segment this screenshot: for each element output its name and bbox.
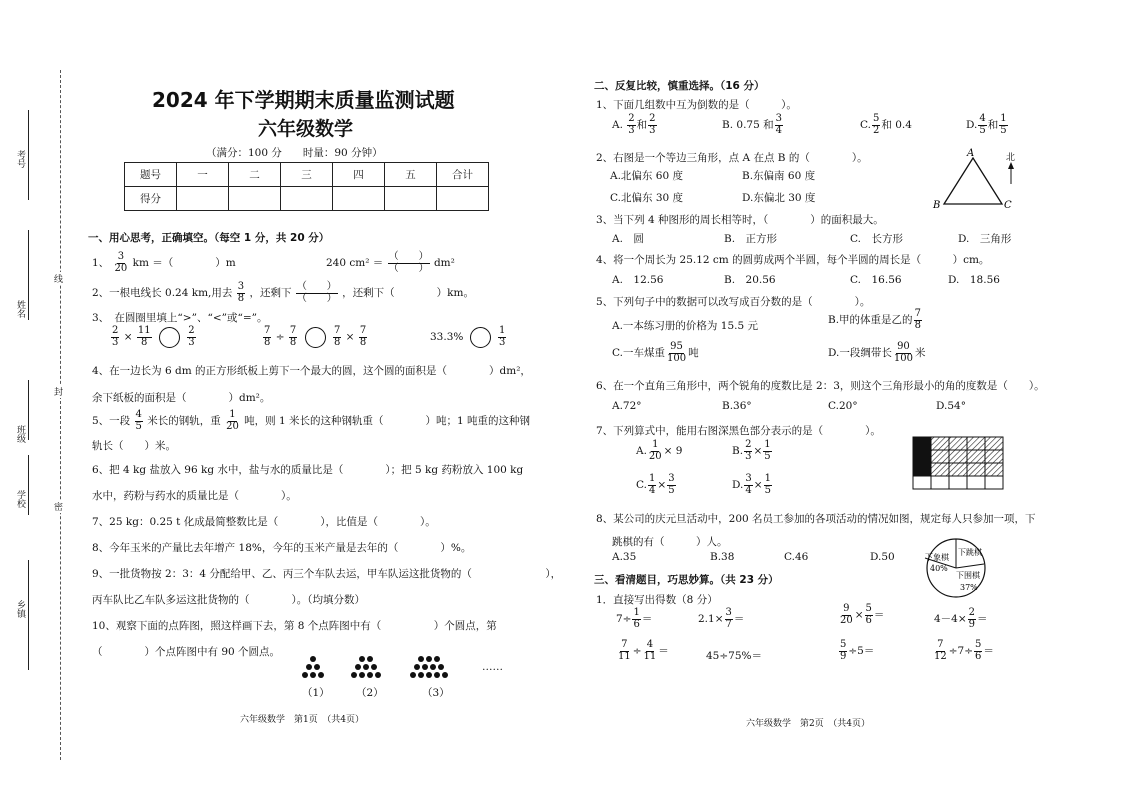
vertex-b: B	[933, 200, 941, 211]
exam-info: （满分：100 分 时量：90 分钟）	[206, 147, 383, 159]
fraction: $\frac{1}{3}$	[499, 325, 506, 348]
pie-pct-xiangqi: 40%	[930, 564, 948, 573]
q-text: 5、一段	[92, 415, 131, 427]
s3-q1-title: 1．直接写出得数（8 分）	[596, 594, 718, 606]
p2-q5-option-b[interactable]: B.甲的体重是乙的 $\frac{7}{8}$	[828, 308, 921, 331]
p1-q10-line2: （ ）个点阵图中有 90 个圆点。	[92, 646, 281, 658]
p2-q1-option-a[interactable]: A. $\frac{2}{3}$ 和 $\frac{2}{3}$	[612, 113, 656, 136]
binding-dashed-line	[60, 70, 61, 760]
p1-q3-compare-1	[110, 326, 197, 348]
score-input-total[interactable]	[437, 187, 489, 211]
operator: ÷	[275, 331, 285, 343]
p2-q6-option-a[interactable]: A.72°	[612, 400, 642, 412]
p1-q4-line1: 4、在一边长为 6 dm 的正方形纸板上剪下一个最大的圆，这个圆的面积是（ ）dm²，	[92, 365, 531, 377]
blank-line	[28, 380, 29, 440]
dot-ellipsis: ……	[482, 661, 503, 673]
p2-q7-option-a[interactable]: A. $\frac{1}{20}$ × 9	[636, 439, 683, 462]
compare-circle[interactable]	[305, 327, 326, 348]
q-number: 1、	[92, 257, 110, 269]
compare-circle[interactable]	[159, 327, 180, 348]
p2-q2-option-a[interactable]: A.北偏东 60 度	[610, 170, 683, 182]
calc-2: 2.1× $\frac{3}{7}$ ＝	[698, 607, 745, 630]
calc-3: $\frac{9}{20}$ × $\frac{5}{6}$ ＝	[840, 603, 885, 626]
p2-q1-option-c[interactable]: C. $\frac{5}{2}$ 和 0.4	[860, 113, 912, 136]
dot-label-3: （3）	[422, 687, 450, 699]
exam-title: 2024 年下学期期末质量监测试题	[152, 88, 455, 112]
operator: ×	[345, 331, 355, 343]
section3-title: 三、看清题目，巧思妙算。（共 23 分）	[594, 574, 779, 586]
fraction: $\frac{3}{20}$	[114, 251, 128, 274]
p1-q3-compare-3	[430, 326, 507, 348]
score-cell: 合计	[437, 163, 489, 187]
fraction: $\frac{11}{8}$	[137, 325, 151, 348]
page2-footer: 六年级数学 第2页 （共4页）	[746, 719, 870, 729]
operator: ×	[123, 331, 133, 343]
blank-line	[28, 230, 29, 320]
p2-q4-text: 4、将一个周长为 25.12 cm 的圆剪成两个半圆，每个半圆的周长是（ ）cm。	[596, 254, 990, 266]
p2-q8-option-d[interactable]: D.50	[870, 551, 895, 563]
p2-q2-option-c[interactable]: C.北偏东 30 度	[610, 192, 684, 204]
p1-q3-text: 3、 在圆圈里填上“>”、“<”或“=”。	[92, 312, 268, 324]
seal-char-secret: 密	[54, 500, 63, 513]
p2-q8-line2: 跳棋的有（ ）人。	[612, 536, 728, 548]
calc-8: $\frac{7}{12}$ ÷7÷ $\frac{5}{6}$ ＝	[934, 639, 994, 662]
pie-label-weiqi: 下围棋	[956, 571, 980, 580]
q-text: 2、一根电线长 0.24 km,用去	[92, 287, 233, 299]
pie-label-xiangqi: 下象棋	[925, 553, 949, 562]
fraction: $\frac{3}{8}$	[237, 281, 245, 304]
p1-q1b	[326, 252, 455, 274]
p2-q5-option-a[interactable]: A.一本练习册的价格为 15.5 元	[612, 320, 758, 332]
section1-title: 一、用心思考，正确填空。（每空 1 分，共 20 分）	[88, 232, 330, 244]
shaded-grid-diagram	[912, 436, 1007, 494]
score-table	[124, 162, 489, 211]
p2-q7-option-b[interactable]: B. $\frac{2}{3}$ × $\frac{1}{5}$	[732, 439, 771, 462]
p2-q7-option-d[interactable]: D. $\frac{3}{4}$ × $\frac{1}{5}$	[732, 473, 771, 496]
vertex-a: A	[967, 148, 975, 159]
score-input-5[interactable]	[385, 187, 437, 211]
score-cell: 三	[281, 163, 333, 187]
dot-label-1: （1）	[302, 687, 330, 699]
p2-q8-line1: 8、某公司的庆元旦活动中，200 名员工参加的各项活动的情况如图，规定每人只参加一项，下	[596, 513, 1036, 525]
calc-1: 7÷ $\frac{1}{6}$ ＝	[616, 607, 653, 630]
p1-q10-line1: 10、观察下面的点阵图，照这样画下去，第 8 个点阵图中有（ ）个圆点，第	[92, 620, 497, 632]
p2-q4-option-d[interactable]: D. 18.56	[948, 274, 1000, 286]
fraction: $\frac{2}{3}$	[112, 325, 119, 348]
blank-line	[28, 560, 29, 670]
p1-q1	[92, 252, 236, 274]
p1-q6-line2: 水中，药粉与药水的质量比是（ ）。	[92, 490, 297, 502]
p2-q8-option-c[interactable]: C.46	[784, 551, 809, 563]
p1-q9-line2: 丙车队比乙车队多运这批货物的（ ）。（均填分数）	[92, 594, 365, 606]
p2-q1-text: 1、下面几组数中互为倒数的是（ ）。	[596, 99, 797, 111]
p2-q6-text: 6、在一个直角三角形中，两个锐角的度数比是 2：3，则这个三角形最小的角的度数是（ ）。	[596, 380, 1045, 392]
score-cell: 五	[385, 163, 437, 187]
q-unit: dm²	[433, 257, 455, 269]
p1-q6-line1: 6、把 4 kg 盐放入 96 kg 水中，盐与水的质量比是（ ）；把 5 kg 药粉放入 100 kg	[92, 464, 524, 476]
compare-circle[interactable]	[470, 327, 491, 348]
dot-label-2: （2）	[356, 687, 384, 699]
p1-q7: 7、25 kg：0.25 t 化成最简整数比是（ ），比值是（ ）。	[92, 516, 436, 528]
seal-char-seal: 封	[54, 385, 63, 398]
p2-q2-option-d[interactable]: D.东偏北 30 度	[742, 192, 816, 204]
score-input-1[interactable]	[177, 187, 229, 211]
p2-q5-text: 5、下列句子中的数据可以改写成百分数的是（ ）。	[596, 296, 871, 308]
score-row-label: 得分	[125, 187, 177, 211]
score-cell: 四	[333, 163, 385, 187]
score-cell: 题号	[125, 163, 177, 187]
q-text: ，还剩下（ ）km。	[342, 287, 474, 299]
fraction: $\frac{7}{8}$	[289, 325, 297, 348]
p1-q9-line1: 9、一批货物按 2：3：4 分配给甲、乙、丙三个车队去运，甲车队运这批货物的（ ），	[92, 568, 562, 580]
p2-q2-option-b[interactable]: B.东偏南 60 度	[742, 170, 816, 182]
score-table-header-row	[125, 163, 489, 187]
vertex-c: C	[1004, 200, 1012, 211]
p2-q5-option-c[interactable]: C.一车煤重 $\frac{95}{100}$ 吨	[612, 341, 699, 364]
blank-line	[28, 455, 29, 515]
score-table-score-row	[125, 187, 489, 211]
p2-q6-option-b[interactable]: B.36°	[722, 400, 752, 412]
p1-q2	[92, 282, 474, 304]
p2-q3-option-b[interactable]: B. 正方形	[724, 233, 778, 245]
q-text: km ＝（ ）m	[132, 257, 236, 269]
equilateral-triangle-diagram	[928, 144, 1023, 214]
p2-q7-text: 7、下列算式中，能用右图深黑色部分表示的是（ ）。	[596, 425, 881, 437]
binding-label-name: 姓名	[15, 300, 25, 318]
fraction: $\frac{2}{3}$	[188, 325, 195, 348]
exam-subtitle: 六年级数学	[258, 118, 354, 140]
p2-q1-option-d[interactable]: D. $\frac{4}{5}$ 和 $\frac{1}{5}$	[966, 113, 1007, 136]
p1-q5-line2: 轨长（ ）米。	[92, 440, 176, 452]
blank-line	[28, 110, 29, 200]
percent-value: 33.3%	[430, 331, 464, 343]
pie-pct-weiqi: 37%	[960, 583, 978, 592]
score-cell: 二	[229, 163, 281, 187]
pie-label-tiaoqi: 下跳棋	[958, 548, 982, 557]
p2-q4-option-a[interactable]: A. 12.56	[612, 274, 664, 286]
score-input-4[interactable]	[333, 187, 385, 211]
p2-q7-option-c[interactable]: C. $\frac{1}{4}$ × $\frac{3}{5}$	[636, 473, 675, 496]
fraction-blank[interactable]: $\frac{( )}{( )}$	[296, 281, 337, 304]
p1-q5-line1	[92, 410, 530, 432]
p2-q4-option-c[interactable]: C. 16.56	[850, 274, 902, 286]
section2-title: 二、反复比较，慎重选择。（16 分）	[594, 80, 765, 92]
calc-5: $\frac{7}{11}$ ÷ $\frac{4}{11}$ ＝	[618, 639, 669, 662]
p1-q8: 8、今年玉米的产量比去年增产 18%，今年的玉米产量是去年的（ ）%。	[92, 542, 472, 554]
binding-label-exam-no: 考号	[15, 150, 25, 168]
p2-q1-option-b[interactable]: B. 0.75 和 $\frac{3}{4}$	[722, 113, 782, 136]
fraction-blank[interactable]: $\frac{( )}{( )}$	[388, 251, 429, 274]
fraction: $\frac{4}{5}$	[135, 409, 142, 432]
fraction: $\frac{7}{8}$	[333, 325, 341, 348]
p2-q3-option-d[interactable]: D. 三角形	[958, 233, 1012, 245]
activity-pie-chart	[920, 538, 992, 598]
p1-q3-compare-2	[262, 326, 368, 348]
score-input-2[interactable]	[229, 187, 281, 211]
p1-q4-line2: 余下纸板的面积是（ ）dm²。	[92, 392, 271, 404]
q-text: 米长的钢轨，重	[147, 415, 221, 427]
binding-label-class: 班级	[15, 425, 25, 443]
p2-q4-option-b[interactable]: B. 20.56	[724, 274, 776, 286]
fraction: $\frac{7}{8}$	[359, 325, 367, 348]
score-input-3[interactable]	[281, 187, 333, 211]
p2-q8-option-b[interactable]: B.38	[710, 551, 735, 563]
p2-q2-text: 2、右图是一个等边三角形，点 A 在点 B 的（ ）。	[596, 152, 868, 164]
p2-q6-option-c[interactable]: C.20°	[828, 400, 858, 412]
q-text: 240 cm² ＝	[326, 257, 384, 269]
calc-4: 4－4× $\frac{2}{9}$ ＝	[934, 607, 988, 630]
fraction: $\frac{1}{20}$	[226, 409, 239, 432]
p2-q8-option-a[interactable]: A.35	[612, 551, 637, 563]
p2-q6-option-d[interactable]: D.54°	[936, 400, 966, 412]
p2-q3-option-c[interactable]: C. 长方形	[850, 233, 903, 245]
page1-footer: 六年级数学 第1页 （共4页）	[240, 715, 364, 725]
fraction: $\frac{7}{8}$	[264, 325, 271, 348]
q-text: ，还剩下	[249, 287, 292, 299]
north-label: 北	[1006, 153, 1016, 163]
p2-q5-option-d[interactable]: D.一段绸带长 $\frac{90}{100}$ 米	[828, 341, 926, 364]
calc-6: 45÷75%＝	[706, 650, 762, 662]
binding-label-town: 乡镇	[15, 600, 25, 618]
p2-q3-text: 3、当下列 4 种图形的周长相等时，（ ）的面积最大。	[596, 214, 884, 226]
q-text: 吨，则 1 米长的这种钢轨重（ ）吨；1 吨重的这种钢	[244, 415, 531, 427]
seal-char-line: 线	[54, 272, 63, 285]
p2-q3-option-a[interactable]: A. 圆	[612, 233, 644, 245]
score-cell: 一	[177, 163, 229, 187]
binding-label-school: 学校	[15, 490, 25, 508]
calc-7: $\frac{5}{9}$ ÷5＝	[840, 639, 875, 662]
